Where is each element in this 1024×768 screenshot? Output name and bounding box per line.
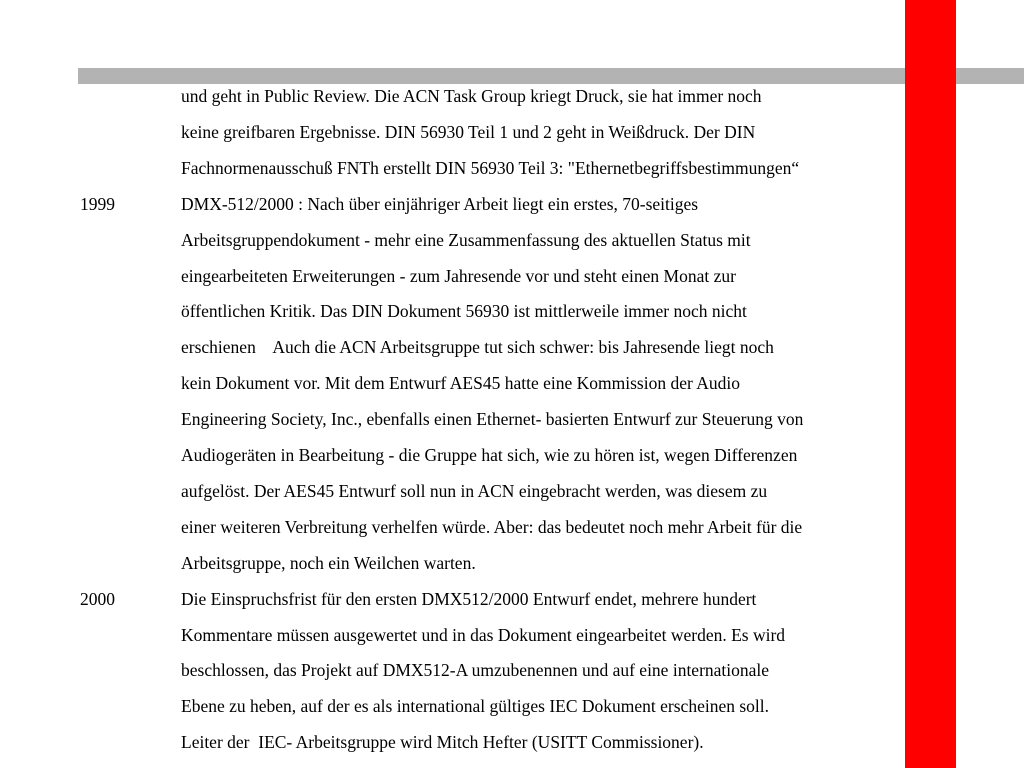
timeline-year: 1999 xyxy=(80,193,115,214)
timeline-text-line: Arbeitsgruppendokument - mehr eine Zusammenfassung des aktuellen Status mit xyxy=(181,229,751,250)
timeline-text-line: öffentlichen Kritik. Das DIN Dokument 56930 ist mittlerweile immer noch nicht xyxy=(181,301,747,322)
timeline-text-line: erschienen Auch die ACN Arbeitsgruppe tut sich schwer: bis Jahresende liegt noch xyxy=(181,337,774,358)
timeline-text-line: kein Dokument vor. Mit dem Entwurf AES45 hatte eine Kommission der Audio xyxy=(181,373,740,394)
timeline-text-line: Ebene zu heben, auf der es als international gültiges IEC Dokument erscheinen soll. xyxy=(181,696,770,717)
timeline-text-line: beschlossen, das Projekt auf DMX512-A umzubenennen und auf eine internationale xyxy=(181,660,770,681)
timeline-text-line: eingearbeiteten Erweiterungen - zum Jahresende vor und steht einen Monat zur xyxy=(181,265,736,286)
timeline-text-line: und geht in Public Review. Die ACN Task Group kriegt Druck, sie hat immer noch xyxy=(181,86,762,106)
timeline-text-line: keine greifbaren Ergebnisse. DIN 56930 Teil 1 und 2 geht in Weißdruck. Der DIN xyxy=(181,121,756,142)
timeline-text-line: DMX-512/2000 : Nach über einjähriger Arbeit liegt ein erstes, 70-seitiges xyxy=(181,193,699,214)
timeline-text-line: Die Einspruchsfrist für den ersten DMX512/2000 Entwurf endet, mehrere hundert xyxy=(181,588,757,609)
timeline-text-line: Leiter der IEC- Arbeitsgruppe wird Mitch Hefter (USITT Commissioner). xyxy=(181,732,704,753)
timeline-year: 2000 xyxy=(80,588,115,609)
timeline-text-line: Arbeitsgruppe, noch ein Weilchen warten. xyxy=(181,552,476,573)
timeline-text-line: aufgelöst. Der AES45 Entwurf soll nun in ACN eingebracht werden, was diesem zu xyxy=(181,480,768,501)
timeline-text-line: Engineering Society, Inc., ebenfalls einen Ethernet- basierten Entwurf zur Steuerung von xyxy=(181,409,804,430)
timeline-text-line: Kommentare müssen ausgewertet und in das Dokument eingearbeitet werden. Es wird xyxy=(181,624,786,645)
timeline-text-line: einer weiteren Verbreitung verhelfen würde. Aber: das bedeutet noch mehr Arbeit für die xyxy=(181,516,803,537)
timeline-text-line: Fachnormenausschuß FNTh erstellt DIN 56930 Teil 3: "Ethernetbegriffsbestimmungen“ xyxy=(181,157,800,178)
timeline-text-line: Audiogeräten in Bearbeitung - die Gruppe hat sich, wie zu hören ist, wegen Differenzen xyxy=(181,445,798,465)
